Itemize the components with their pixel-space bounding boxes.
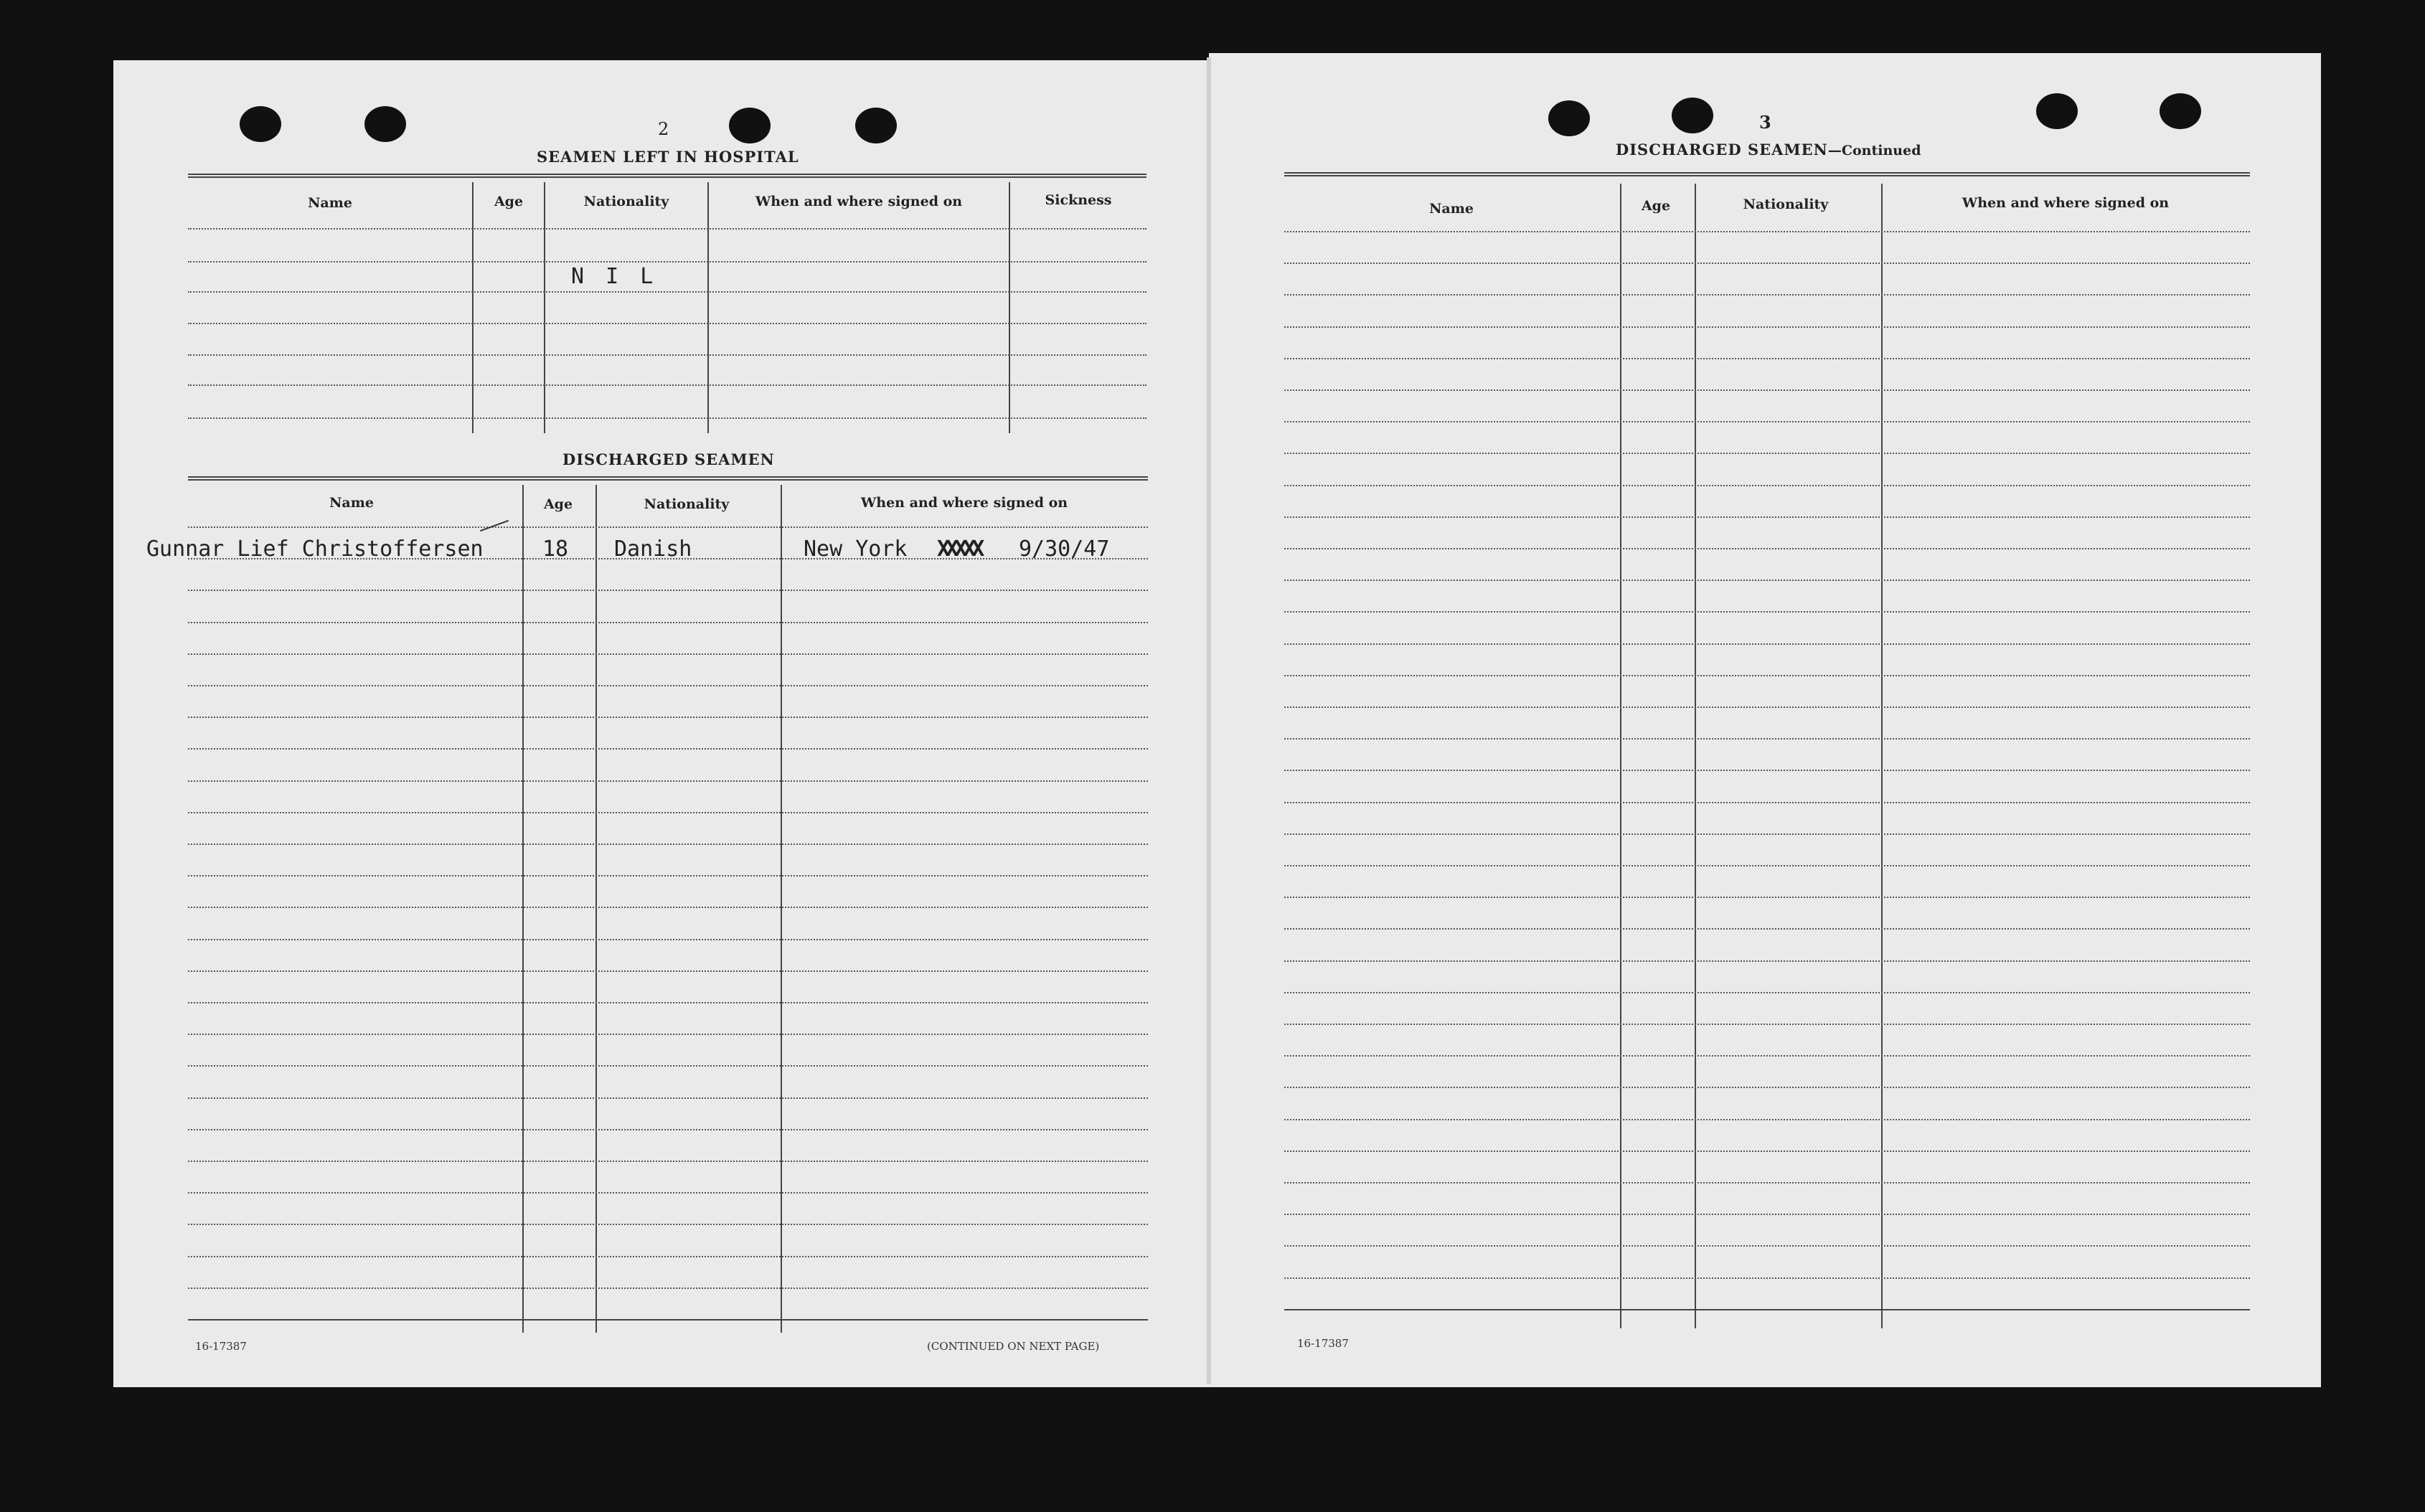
right-col-signed-on: When and where signed on — [1962, 195, 2170, 211]
ruled-line — [1284, 580, 2250, 581]
right-col-age: Age — [1641, 198, 1671, 214]
ruled-line — [188, 1319, 1148, 1320]
ruled-line — [188, 526, 1148, 528]
ruled-line — [1284, 453, 2250, 454]
ruled-line — [188, 1002, 1148, 1003]
page-number-left: 2 — [658, 119, 669, 139]
ruled-line — [188, 1034, 1148, 1035]
hospital-row-line — [188, 417, 1146, 419]
hospital-col-sickness: Sickness — [1045, 192, 1112, 208]
ruled-line — [1284, 326, 2250, 328]
ruled-line — [1284, 611, 2250, 613]
entry-signed-on-struck: XXXXX — [937, 537, 981, 562]
entry-name: Gunnar Lief Christoffersen — [146, 537, 484, 562]
hospital-section-title: SEAMEN LEFT IN HOSPITAL — [537, 148, 799, 166]
ruled-line — [1284, 1024, 2250, 1025]
ruled-line — [1284, 548, 2250, 549]
ruled-line — [1284, 1055, 2250, 1057]
ruled-line — [1284, 231, 2250, 232]
right-divider — [1695, 184, 1696, 1328]
discharged-col-nationality: Nationality — [644, 496, 730, 512]
hospital-row-line — [188, 228, 1146, 230]
ruled-line — [188, 1161, 1148, 1162]
page-number-right: 3 — [1759, 112, 1771, 133]
punch-hole — [240, 106, 281, 142]
punch-hole — [855, 108, 897, 143]
continued-note: (CONTINUED ON NEXT PAGE) — [927, 1340, 1100, 1353]
discharged-section-title: DISCHARGED SEAMEN — [562, 450, 775, 468]
ruled-line — [1284, 1087, 2250, 1088]
ruled-line — [188, 685, 1148, 686]
entry-nationality: Danish — [614, 537, 692, 562]
form-number-right: 16-17387 — [1297, 1337, 1349, 1350]
ruled-line — [188, 970, 1148, 972]
ruled-line — [1284, 1119, 2250, 1120]
hospital-row-line — [188, 323, 1146, 324]
hospital-row-line — [188, 291, 1146, 293]
discharged-divider — [522, 485, 524, 1333]
discharged-divider — [781, 485, 782, 1333]
hospital-table-top-rule — [188, 174, 1146, 178]
right-col-nationality: Nationality — [1743, 197, 1829, 212]
ruled-line — [188, 939, 1148, 940]
ruled-line — [1284, 294, 2250, 296]
punch-hole — [2036, 93, 2078, 129]
ruled-line — [1284, 643, 2250, 645]
punch-hole — [729, 108, 771, 143]
ruled-line — [188, 590, 1148, 591]
punch-hole — [1672, 98, 1713, 133]
ruled-line — [1284, 992, 2250, 993]
right-table-top-rule — [1284, 172, 2250, 176]
hospital-divider — [544, 182, 545, 433]
ruled-line — [1284, 833, 2250, 835]
entry-age: 18 — [542, 537, 569, 562]
ruled-line — [188, 622, 1148, 623]
ruled-line — [188, 1097, 1148, 1099]
hospital-divider — [707, 182, 709, 433]
punch-hole — [364, 106, 406, 142]
discharged-col-age: Age — [543, 496, 573, 512]
ruled-line — [1284, 865, 2250, 866]
hospital-col-signed-on: When and where signed on — [755, 194, 963, 209]
ruled-line — [188, 748, 1148, 750]
hospital-col-age: Age — [494, 194, 524, 209]
hospital-row-line — [188, 354, 1146, 356]
ruled-line — [188, 780, 1148, 782]
ruled-line — [188, 717, 1148, 718]
ruled-line — [1284, 1150, 2250, 1152]
ruled-line — [188, 875, 1148, 877]
ruled-line — [188, 844, 1148, 845]
ruled-line — [188, 1287, 1148, 1289]
ruled-line — [1284, 738, 2250, 740]
ruled-line — [1284, 675, 2250, 676]
ruled-line — [188, 1129, 1148, 1130]
ruled-line — [1284, 960, 2250, 962]
right-col-name: Name — [1429, 201, 1474, 217]
entry-signed-on-date: 9/30/47 — [1019, 537, 1110, 562]
right-divider — [1620, 184, 1621, 1328]
ruled-line — [1284, 485, 2250, 486]
hospital-row-line — [188, 384, 1146, 386]
right-section-title — [1616, 141, 1921, 159]
left-page — [113, 60, 1209, 1387]
ruled-line — [188, 1256, 1148, 1257]
right-divider — [1881, 184, 1883, 1328]
hospital-row-line — [188, 261, 1146, 263]
form-number-left: 16-17387 — [195, 1340, 247, 1353]
ruled-line — [1284, 928, 2250, 930]
discharged-col-name: Name — [329, 495, 374, 511]
hospital-divider — [472, 182, 474, 433]
right-page — [1209, 53, 2321, 1387]
right-section-title-main: DISCHARGED SEAMEN — [1616, 141, 1828, 159]
hospital-col-nationality: Nationality — [583, 194, 669, 209]
ruled-line — [1284, 802, 2250, 803]
hospital-nil-entry: N I L — [571, 264, 658, 289]
ruled-line — [188, 1224, 1148, 1225]
ruled-line — [188, 812, 1148, 813]
ruled-line — [1284, 897, 2250, 898]
discharged-divider — [595, 485, 597, 1333]
ruled-line — [188, 653, 1148, 655]
right-section-title-suffix: —Continued — [1827, 143, 1921, 159]
ruled-line — [188, 907, 1148, 908]
ruled-line — [1284, 263, 2250, 264]
ruled-line — [1284, 1245, 2250, 1247]
punch-hole — [1548, 100, 1590, 136]
ruled-line — [1284, 421, 2250, 422]
ruled-line — [1284, 1309, 2250, 1310]
ruled-line — [188, 1065, 1148, 1067]
ruled-line — [1284, 358, 2250, 359]
ruled-line — [1284, 1277, 2250, 1279]
ruled-line — [1284, 389, 2250, 391]
ruled-line — [1284, 1214, 2250, 1215]
ruled-line — [1284, 707, 2250, 708]
page-gutter — [1207, 57, 1211, 1384]
discharged-table-top-rule — [188, 476, 1148, 481]
entry-signed-on-place: New York — [804, 537, 908, 562]
ruled-line — [1284, 770, 2250, 771]
discharged-col-signed-on: When and where signed on — [860, 495, 1068, 511]
punch-hole — [2160, 93, 2201, 129]
hospital-col-name: Name — [308, 195, 352, 211]
hospital-divider — [1009, 182, 1010, 433]
ruled-line — [1284, 1182, 2250, 1183]
ruled-line — [188, 1192, 1148, 1194]
ruled-line — [1284, 516, 2250, 518]
